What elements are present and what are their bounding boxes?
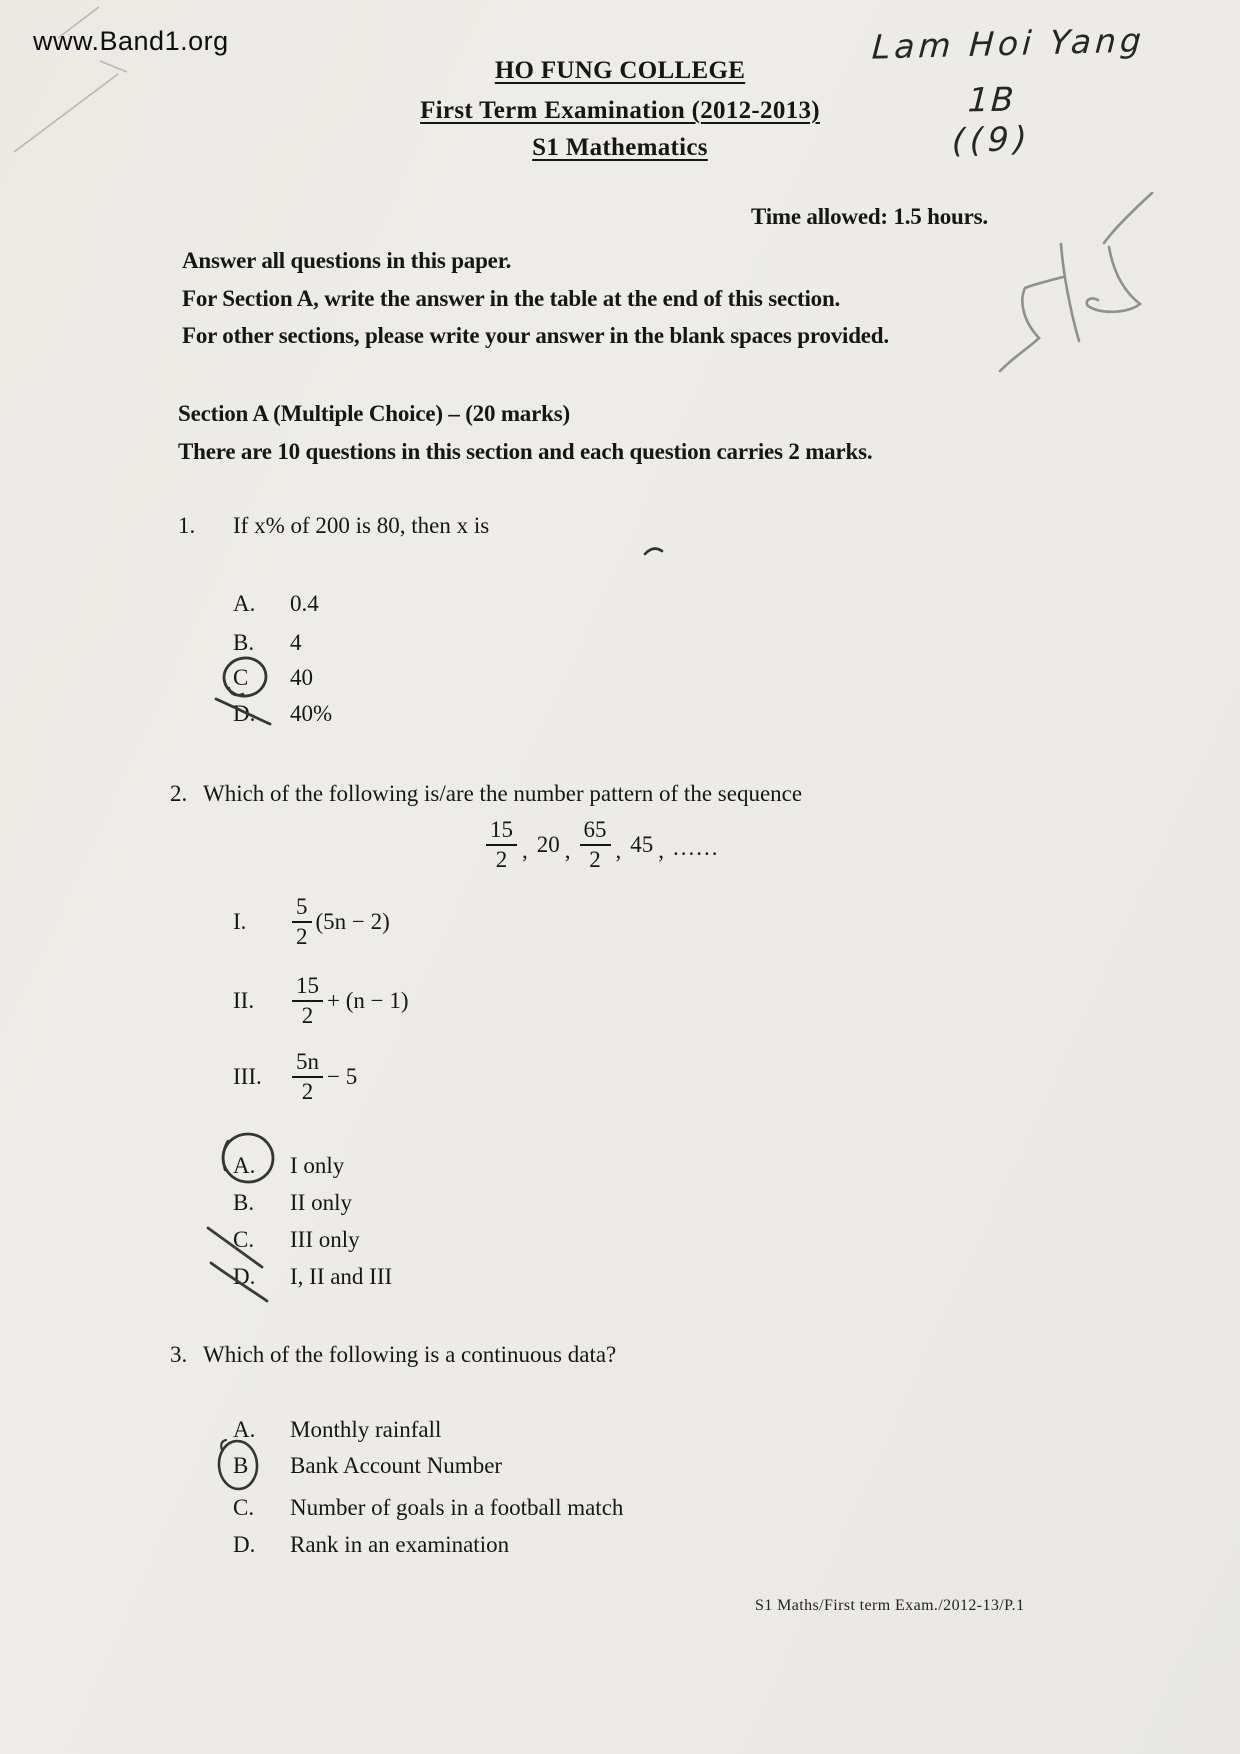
q2-statement-1 bbox=[233, 895, 390, 949]
option-label: A. bbox=[233, 591, 256, 616]
statement-label: I. bbox=[233, 908, 247, 934]
question-number: 1. bbox=[178, 513, 196, 538]
q3-option-c bbox=[233, 1494, 623, 1522]
question-number: 3. bbox=[170, 1342, 188, 1367]
question-text: Which of the following is a continuous data? bbox=[203, 1342, 617, 1367]
option-label: A. bbox=[233, 1153, 256, 1178]
separator: , bbox=[615, 837, 622, 863]
q3-option-b bbox=[233, 1452, 502, 1480]
question-number: 2. bbox=[170, 781, 188, 806]
fraction bbox=[486, 818, 517, 872]
q1-option-c bbox=[233, 664, 313, 692]
option-text: I, II and III bbox=[290, 1264, 393, 1289]
sequence-term: 20 bbox=[536, 831, 560, 857]
option-text: I only bbox=[290, 1153, 345, 1178]
subject-title: S1 Mathematics bbox=[532, 134, 708, 161]
fraction bbox=[292, 1050, 323, 1104]
q2-option-a bbox=[233, 1152, 344, 1180]
option-text: Bank Account Number bbox=[290, 1453, 503, 1478]
fraction-numerator: 65 bbox=[580, 818, 611, 846]
q2-statement-2 bbox=[233, 974, 409, 1028]
statement-label: II. bbox=[233, 987, 255, 1013]
pencil-scribble bbox=[1000, 193, 1152, 371]
fraction-denominator: 2 bbox=[296, 923, 308, 949]
option-text: 40 bbox=[290, 665, 313, 690]
option-label: D. bbox=[233, 701, 256, 726]
fraction-denominator: 2 bbox=[589, 846, 601, 872]
q2-option-b bbox=[233, 1189, 352, 1217]
exam-title: First Term Examination (2012-2013) bbox=[420, 97, 820, 124]
handwritten-class-number: ((9) bbox=[951, 118, 1033, 161]
separator: , bbox=[658, 837, 664, 863]
q2-answer-circle-tail bbox=[223, 1141, 228, 1170]
fraction-denominator: 2 bbox=[301, 1002, 314, 1028]
q2-option-c bbox=[233, 1226, 360, 1254]
q3-option-d bbox=[233, 1531, 509, 1559]
option-label: C. bbox=[233, 1227, 255, 1252]
handwritten-student-name: Lam Hoi Yang bbox=[870, 20, 1147, 67]
watermark-text: www.Band1.org bbox=[33, 26, 229, 56]
option-label: B. bbox=[233, 630, 255, 655]
question-3 bbox=[170, 1341, 616, 1369]
statement-expression: − 5 bbox=[327, 1063, 358, 1089]
time-allowed: Time allowed: 1.5 hours. bbox=[751, 204, 988, 229]
fraction-denominator: 2 bbox=[301, 1078, 314, 1104]
sequence-term: 45 bbox=[630, 831, 654, 857]
option-label: B. bbox=[233, 1190, 255, 1215]
option-label: A. bbox=[233, 1417, 256, 1442]
separator: , bbox=[564, 837, 571, 863]
q1-option-d bbox=[233, 700, 332, 728]
school-name: HO FUNG COLLEGE bbox=[494, 57, 746, 84]
q2-statement-3 bbox=[233, 1050, 357, 1104]
section-a-note: There are 10 questions in this section and each question carries 2 marks. bbox=[178, 439, 873, 464]
statement-expression: (5n − 2) bbox=[315, 908, 390, 934]
stray-pen-mark bbox=[645, 549, 662, 554]
option-label: D. bbox=[233, 1532, 256, 1557]
page-footer: S1 Maths/First term Exam./2012-13/P.1 bbox=[755, 1597, 1025, 1614]
separator: , bbox=[522, 837, 528, 863]
instruction-line: For Section A, write the answer in the table at the end of this section. bbox=[182, 286, 841, 311]
question-text: Which of the following is/are the number pattern of the sequence bbox=[203, 781, 803, 806]
section-a-heading: Section A (Multiple Choice) – (20 marks) bbox=[178, 401, 570, 426]
option-text: 4 bbox=[290, 630, 302, 655]
q3-answer-circle-tail bbox=[221, 1440, 226, 1450]
fraction-denominator: 2 bbox=[495, 846, 508, 872]
option-label: C. bbox=[233, 1495, 255, 1520]
sequence-ellipsis: ...... bbox=[673, 834, 720, 860]
statement-label: III. bbox=[233, 1063, 262, 1089]
instruction-line: For other sections, please write your answer in the blank spaces provided. bbox=[182, 323, 889, 348]
option-label: C bbox=[233, 665, 249, 690]
fraction-numerator: 5n bbox=[292, 1050, 323, 1078]
option-text: Monthly rainfall bbox=[290, 1417, 442, 1442]
question-1 bbox=[178, 512, 489, 540]
question-2 bbox=[170, 780, 802, 808]
option-text: 40% bbox=[290, 701, 333, 726]
option-text: 0.4 bbox=[290, 591, 319, 616]
q1-option-b bbox=[233, 629, 302, 657]
option-text: III only bbox=[290, 1227, 360, 1252]
question-text: If x% of 200 is 80, then x is bbox=[233, 513, 490, 538]
instruction-line: Answer all questions in this paper. bbox=[182, 248, 512, 273]
option-label: D. bbox=[233, 1264, 256, 1289]
fraction bbox=[292, 895, 312, 949]
option-text: Rank in an examination bbox=[290, 1532, 510, 1557]
q2-sequence bbox=[486, 818, 720, 872]
q2-option-d bbox=[233, 1263, 392, 1291]
option-label: B bbox=[233, 1453, 249, 1478]
statement-expression: + (n − 1) bbox=[327, 987, 409, 1013]
q3-option-a bbox=[233, 1416, 441, 1444]
fraction bbox=[292, 974, 323, 1028]
fraction-numerator: 15 bbox=[292, 974, 323, 1002]
option-text: Number of goals in a football match bbox=[290, 1495, 624, 1520]
option-text: II only bbox=[290, 1190, 352, 1215]
q1-option-a bbox=[233, 590, 319, 618]
fraction-numerator: 5 bbox=[292, 895, 312, 923]
fraction bbox=[580, 818, 611, 872]
fraction-numerator: 15 bbox=[486, 818, 517, 846]
handwritten-class: 1B bbox=[966, 79, 1017, 120]
